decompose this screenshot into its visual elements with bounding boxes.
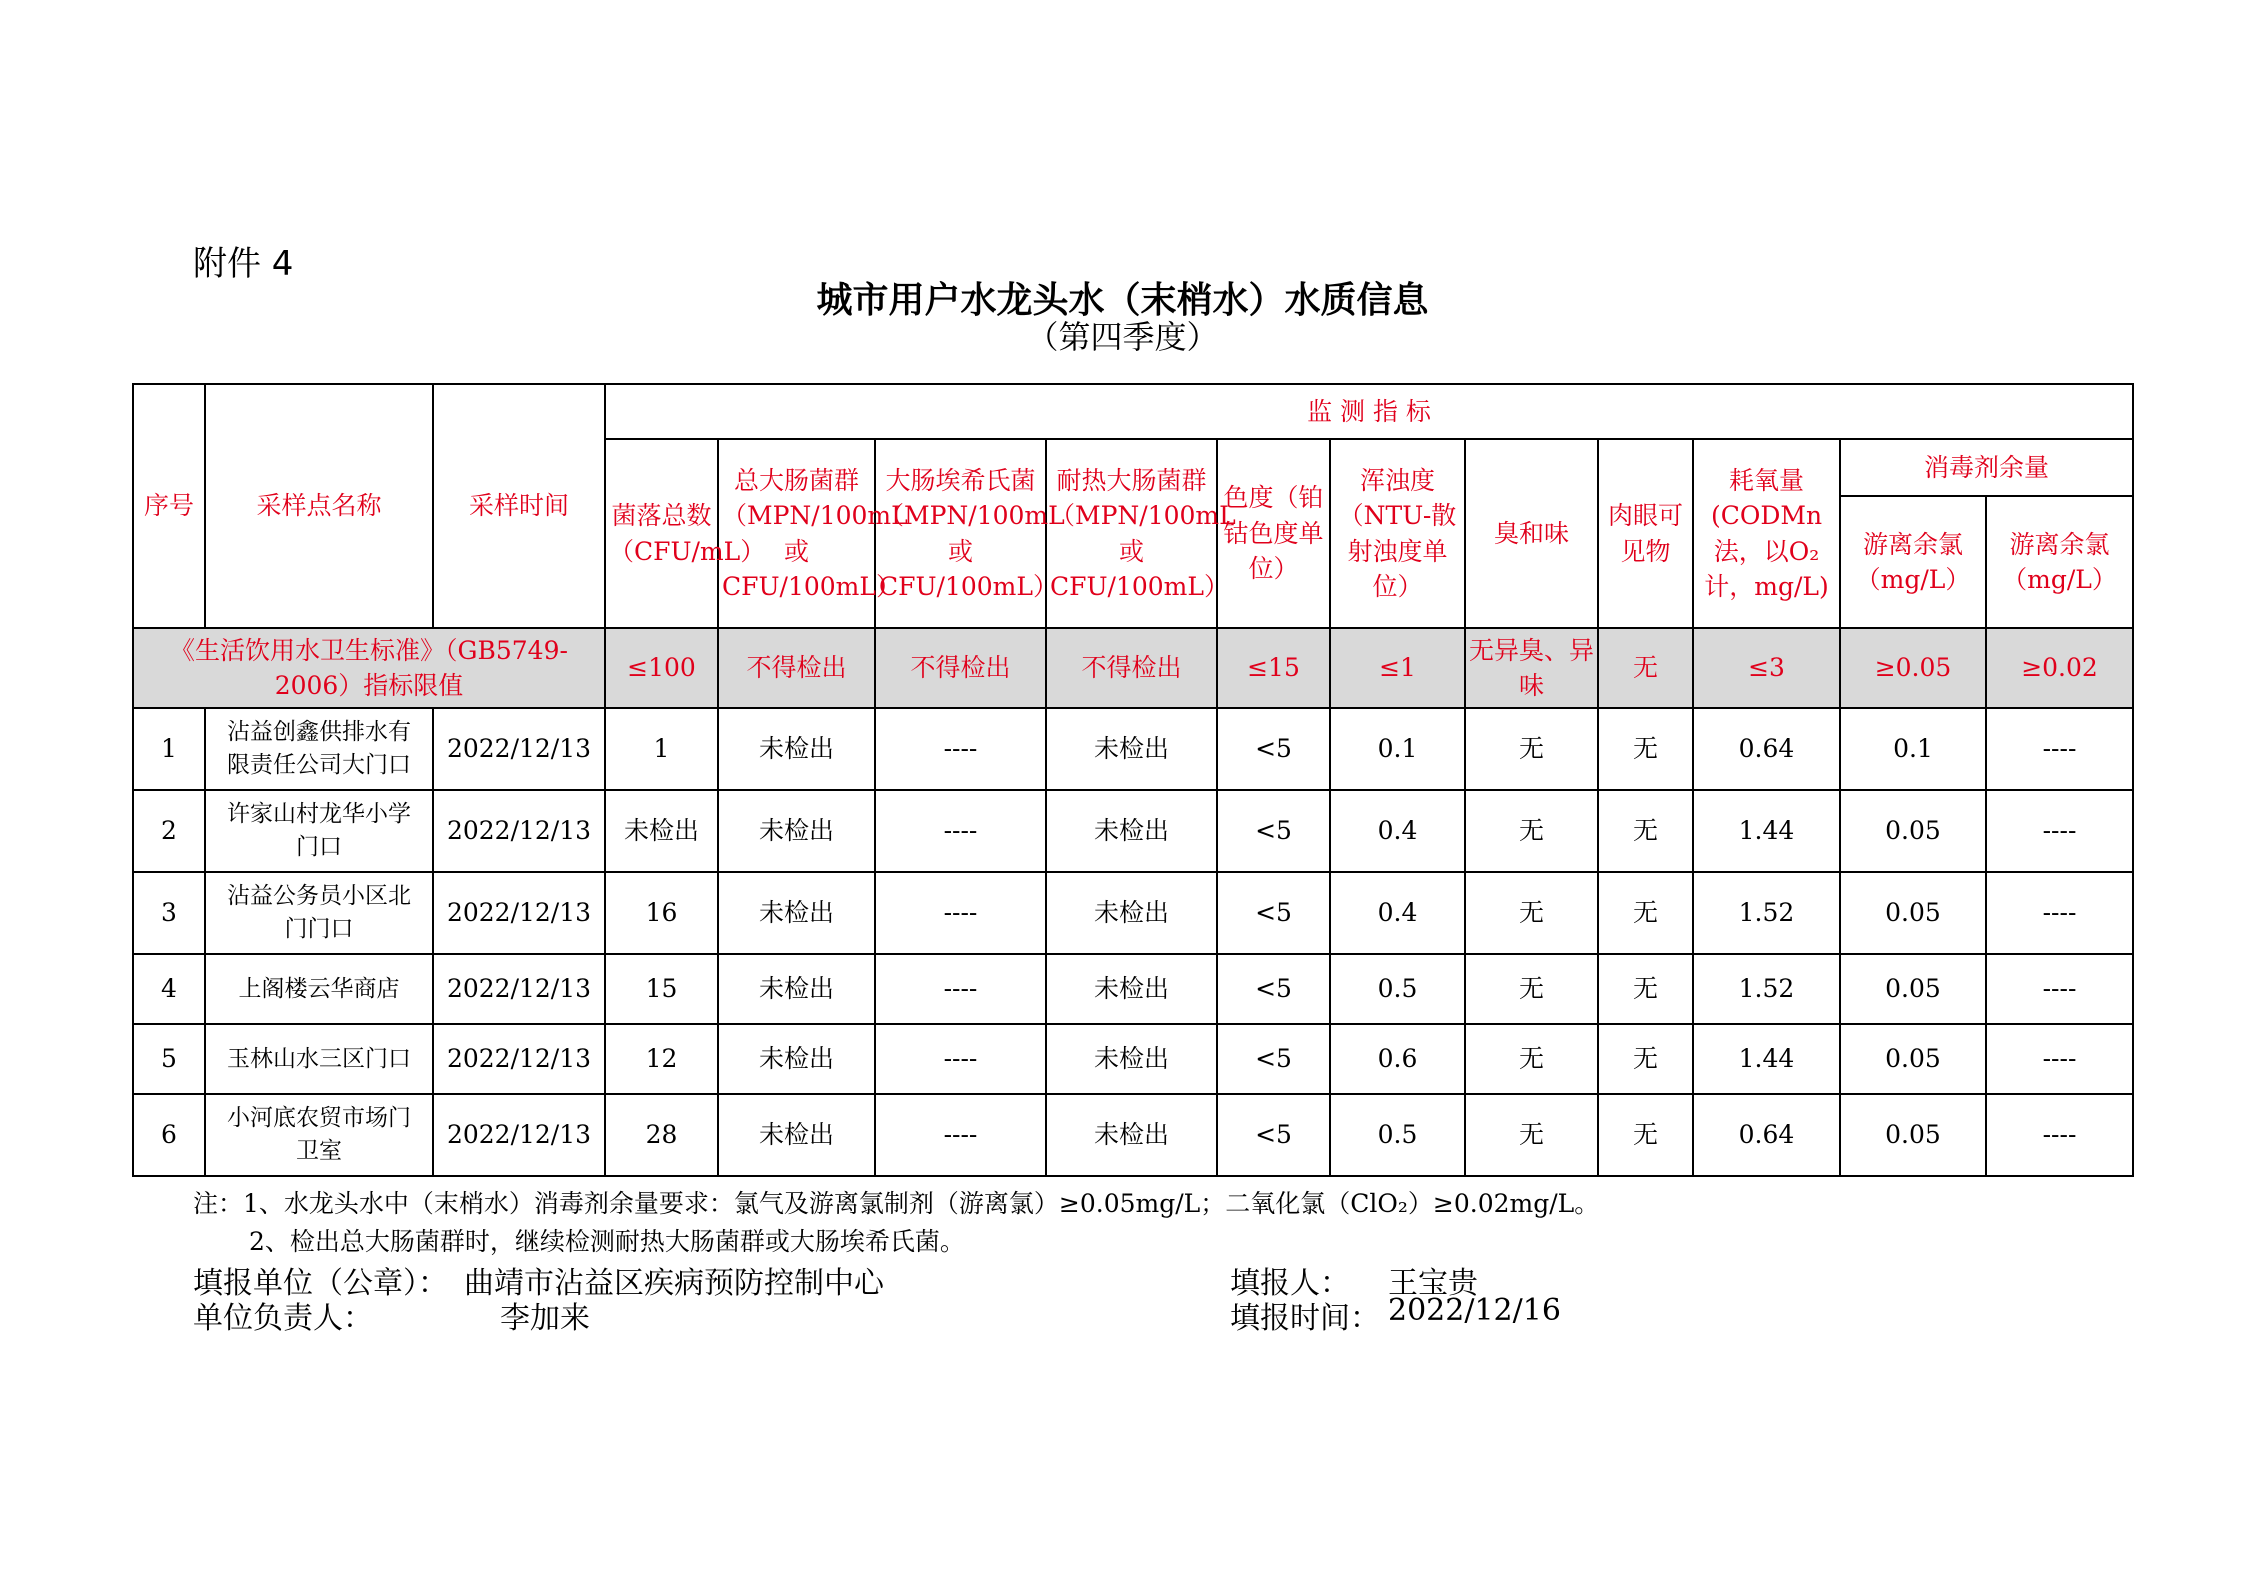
unit-label: 填报单位（公章）： [193,1266,448,1301]
attachment-label: 附件 4 [193,244,294,284]
row-seq: 4 [133,954,205,1024]
row-value: 未检出 [718,954,875,1024]
row-time: 2022/12/13 [433,1024,605,1094]
head-label: 单位负责人： [193,1301,373,1336]
row-value: 1.44 [1693,790,1840,872]
row-time: 2022/12/13 [433,872,605,954]
row-value: 0.4 [1330,872,1465,954]
standard-value: ≥0.05 [1840,628,1986,708]
row-site: 沾益创鑫供排水有限责任公司大门口 [205,708,433,790]
notes [193,1185,1599,1261]
header-indicator: 浑浊度（NTU-散射浊度单位） [1330,439,1465,628]
row-value: 0.05 [1840,872,1986,954]
header-indicator: 总大肠菌群（MPN/100mL或CFU/100mL） [718,439,875,628]
row-value: 无 [1598,708,1693,790]
row-site: 上阁楼云华商店 [205,954,433,1024]
row-value: <5 [1217,1094,1330,1176]
row-value: 无 [1465,708,1598,790]
row-value: ---- [1986,1024,2133,1094]
row-value: 未检出 [718,872,875,954]
row-time: 2022/12/13 [433,708,605,790]
standard-value: ≤3 [1693,628,1840,708]
row-value: 无 [1465,1094,1598,1176]
row-value: ---- [875,954,1046,1024]
row-value: 0.05 [1840,1024,1986,1094]
row-value: 无 [1598,1094,1693,1176]
head-value: 李加来 [500,1301,590,1336]
row-time: 2022/12/13 [433,1094,605,1176]
standard-value: 不得检出 [718,628,875,708]
row-value: <5 [1217,708,1330,790]
row-value: ---- [1986,790,2133,872]
row-value: 无 [1598,954,1693,1024]
row-value: 0.1 [1840,708,1986,790]
row-value: 1 [605,708,718,790]
row-value: 无 [1598,872,1693,954]
row-value: 0.64 [1693,1094,1840,1176]
reporter-label: 填报人： [1230,1266,1350,1301]
row-value: 无 [1598,1024,1693,1094]
header-indicator: 色度（铂钴色度单位） [1217,439,1330,628]
row-value: ---- [1986,954,2133,1024]
header-indicator: 肉眼可见物 [1598,439,1693,628]
standard-value: 不得检出 [875,628,1046,708]
row-value: 0.64 [1693,708,1840,790]
page-subtitle: （第四季度） [1026,318,1219,356]
date-value: 2022/12/16 [1388,1293,1561,1328]
row-value: 1.44 [1693,1024,1840,1094]
header-indicator: 臭和味 [1465,439,1598,628]
row-seq: 3 [133,872,205,954]
note-2: 2、检出总大肠菌群时，继续检测耐热大肠菌群或大肠埃希氏菌。 [249,1227,965,1256]
row-seq: 1 [133,708,205,790]
row-value: 0.6 [1330,1024,1465,1094]
row-value: <5 [1217,1024,1330,1094]
row-seq: 5 [133,1024,205,1094]
table-row [133,790,2133,872]
row-value: 无 [1598,790,1693,872]
table-row [133,872,2133,954]
unit-value: 曲靖市沾益区疾病预防控制中心 [464,1266,884,1301]
page-title: 城市用户水龙头水（末梢水）水质信息 [816,280,1429,321]
row-value: 未检出 [718,790,875,872]
row-site: 许家山村龙华小学门口 [205,790,433,872]
table-row [133,708,2133,790]
header-indicator: 菌落总数（CFU/mL） [605,439,718,628]
row-value: <5 [1217,954,1330,1024]
header-site: 采样点名称 [205,384,433,628]
row-value: ---- [875,1094,1046,1176]
row-seq: 2 [133,790,205,872]
note-1: 注：1、水龙头水中（末梢水）消毒剂余量要求：氯气及游离氯制剂（游离氯）≥0.05mg/L；二氧化氯（ClO₂）≥0.02mg/L。 [193,1189,1600,1218]
row-value: 0.4 [1330,790,1465,872]
table-body [133,708,2133,1176]
row-value: <5 [1217,790,1330,872]
row-value: ---- [875,872,1046,954]
reporter-value: 王宝贵 [1388,1266,1478,1301]
header-indicator: 游离余氯（mg/L） [1840,496,1986,628]
date-label: 填报时间： [1230,1301,1380,1336]
row-value: 无 [1465,872,1598,954]
row-value: ---- [1986,708,2133,790]
header-time: 采样时间 [433,384,605,628]
header-indicators-group: 监 测 指 标 [605,384,2133,439]
header-indicator: 游离余氯（mg/L） [1986,496,2133,628]
standard-value: 无 [1598,628,1693,708]
row-value: ---- [875,708,1046,790]
row-value: 无 [1465,954,1598,1024]
row-value: ---- [875,1024,1046,1094]
row-time: 2022/12/13 [433,790,605,872]
row-time: 2022/12/13 [433,954,605,1024]
standard-value: ≤1 [1330,628,1465,708]
standard-label: 《生活饮用水卫生标准》（GB5749-2006）指标限值 [133,628,605,708]
standard-value: 无异臭、异味 [1465,628,1598,708]
header-disinfectant-group: 消毒剂余量 [1840,439,2133,496]
row-value: 未检出 [605,790,718,872]
row-value: 0.5 [1330,954,1465,1024]
row-value: 未检出 [718,708,875,790]
row-value: 未检出 [1046,1094,1217,1176]
row-value: 28 [605,1094,718,1176]
row-value: 无 [1465,790,1598,872]
row-site: 沾益公务员小区北门门口 [205,872,433,954]
standard-value: ≤15 [1217,628,1330,708]
row-value: 0.5 [1330,1094,1465,1176]
row-value: 未检出 [1046,790,1217,872]
row-value: ---- [875,790,1046,872]
row-value: 1.52 [1693,954,1840,1024]
table-row [133,1024,2133,1094]
row-site: 玉林山水三区门口 [205,1024,433,1094]
row-value: ---- [1986,872,2133,954]
row-value: 0.1 [1330,708,1465,790]
water-quality-table [132,383,2134,1177]
standard-value: 不得检出 [1046,628,1217,708]
table-row [133,954,2133,1024]
row-value: 无 [1465,1024,1598,1094]
row-site: 小河底农贸市场门卫室 [205,1094,433,1176]
row-value: <5 [1217,872,1330,954]
row-value: 0.05 [1840,954,1986,1024]
table-row [133,1094,2133,1176]
standard-value: ≤100 [605,628,718,708]
row-value: ---- [1986,1094,2133,1176]
row-value: 未检出 [1046,708,1217,790]
row-value: 未检出 [1046,872,1217,954]
row-value: 16 [605,872,718,954]
row-value: 未检出 [1046,954,1217,1024]
row-value: 0.05 [1840,1094,1986,1176]
row-value: 15 [605,954,718,1024]
row-value: 0.05 [1840,790,1986,872]
header-seq: 序号 [133,384,205,628]
row-value: 1.52 [1693,872,1840,954]
header-indicator: 耐热大肠菌群（MPN/100mL或CFU/100mL） [1046,439,1217,628]
row-value: 未检出 [1046,1024,1217,1094]
row-seq: 6 [133,1094,205,1176]
standard-value: ≥0.02 [1986,628,2133,708]
row-value: 未检出 [718,1094,875,1176]
row-value: 12 [605,1024,718,1094]
header-indicator: 耗氧量(CODMn法，以O₂计，mg/L) [1693,439,1840,628]
row-value: 未检出 [718,1024,875,1094]
header-indicator: 大肠埃希氏菌（MPN/100mL或CFU/100mL） [875,439,1046,628]
